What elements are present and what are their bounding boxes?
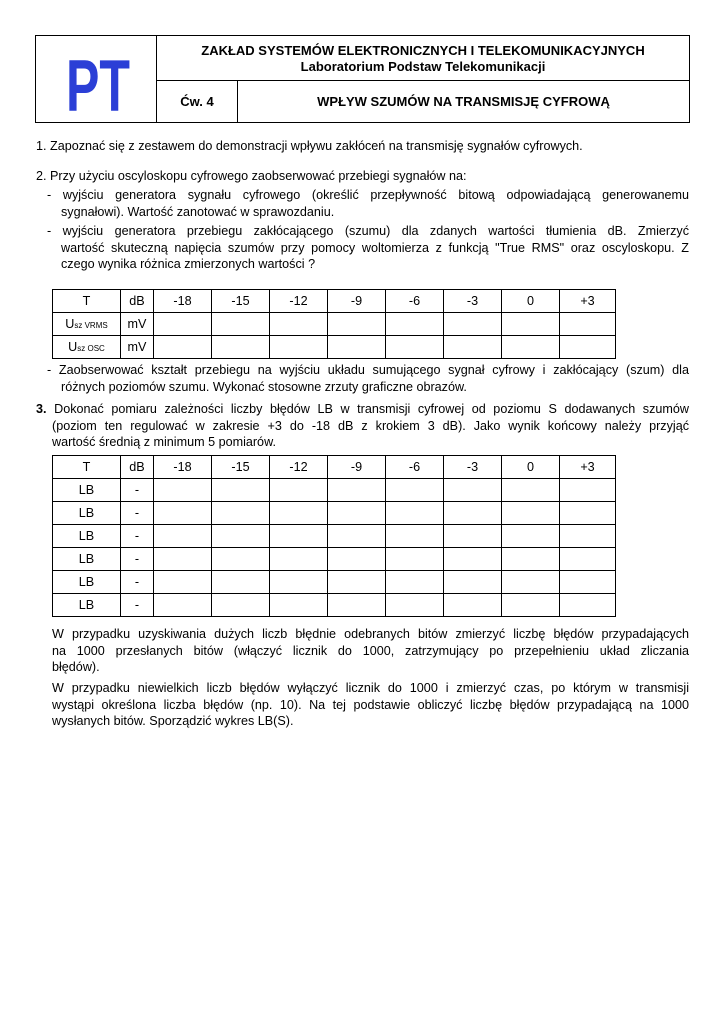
value-cell[interactable]: [502, 571, 560, 594]
value-cell[interactable]: [560, 594, 616, 617]
value-cell[interactable]: [328, 548, 386, 571]
table-row: [53, 525, 616, 548]
item-2-bullet-2: [47, 223, 689, 240]
table-row: [53, 502, 616, 525]
item-2-bullet-2-line-2: wartość skuteczną napięcia szumów przy pomocy woltomierza z funkcją "True RMS" oraz oscyloskopu. Z: [61, 240, 689, 255]
item-2-bullet-2-cont: [61, 240, 689, 257]
value-cell[interactable]: [444, 594, 502, 617]
item-3-line-1-text: Dokonać pomiaru zależności liczby błędów LB w transmisji cyfrowej od poziomu S dodawanych szumów: [46, 402, 689, 416]
row-label: LB: [53, 594, 121, 617]
table-row: [53, 548, 616, 571]
value-cell[interactable]: [444, 571, 502, 594]
institution-name: ZAKŁAD SYSTEMÓW ELEKTRONICZNYCH I TELEKOMUNIKACYJNYCH: [201, 43, 645, 58]
row-label: LB: [53, 548, 121, 571]
item-2-bullet-2-line-3: czego wynika różnica zmierzonych wartości ?: [61, 257, 316, 271]
header-cell: dB: [121, 456, 154, 479]
paragraph-1-line-2: na 1000 przesłanych bitów (włączyć licznik do 1000, zatrzymujący po przepełnieniu układ zliczania: [52, 643, 689, 658]
header-cell: -9: [328, 456, 386, 479]
value-cell[interactable]: [328, 571, 386, 594]
value-cell[interactable]: [502, 336, 560, 359]
row-label-main: U: [68, 340, 78, 354]
unit-cell: -: [121, 548, 154, 571]
value-cell[interactable]: [212, 479, 270, 502]
item-2-bullet-3-line-1: - Zaobserwować kształt przebiegu na wyjściu układu sumującego sygnał cyfrowy i zakłócający (szum) dla: [47, 363, 689, 377]
logo-cell: [36, 36, 157, 127]
value-cell[interactable]: [270, 479, 328, 502]
value-cell[interactable]: [444, 336, 502, 359]
unit-cell: -: [121, 502, 154, 525]
header-cell: T: [53, 290, 121, 313]
exercise-number: Ćw. 4: [157, 81, 238, 122]
value-cell[interactable]: [386, 313, 444, 336]
item-3-line-1: [36, 401, 689, 418]
row-label-sub: sz VRMS: [74, 321, 108, 330]
value-cell[interactable]: [560, 336, 616, 359]
value-cell[interactable]: [270, 336, 328, 359]
value-cell[interactable]: [502, 548, 560, 571]
document-header: [35, 35, 690, 127]
row-label-main: U: [65, 317, 75, 331]
item-3-cont: [52, 418, 689, 435]
paragraph-2-line-1: W przypadku niewielkich liczb błędów wyłączyć licznik do 1000 i zmierzyć czas, po którym w transmisji: [52, 681, 689, 695]
value-cell[interactable]: [560, 479, 616, 502]
row-label-sub: sz OSC: [77, 344, 105, 353]
exercise-title: WPŁYW SZUMÓW NA TRANSMISJĘ CYFROWĄ: [317, 94, 610, 109]
item-3: [36, 401, 689, 418]
row-label: LB: [53, 571, 121, 594]
value-cell[interactable]: [270, 502, 328, 525]
unit-cell: mV: [121, 313, 154, 336]
paragraph-1-line-3: błędów).: [52, 660, 100, 674]
header-cell: -15: [212, 456, 270, 479]
value-cell[interactable]: [270, 571, 328, 594]
value-cell[interactable]: [270, 548, 328, 571]
table-2-header-row: [53, 456, 616, 479]
item-2-bullet-3-line-2: różnych poziomów szumu. Wykonać stosowne zrzuty graficzne obrazów.: [61, 379, 467, 394]
value-cell[interactable]: [386, 548, 444, 571]
value-cell[interactable]: [270, 313, 328, 336]
value-cell[interactable]: [328, 502, 386, 525]
value-cell[interactable]: [444, 525, 502, 548]
row-label: [53, 313, 121, 336]
header-institution-cell: [157, 36, 689, 81]
value-cell[interactable]: [328, 479, 386, 502]
value-cell[interactable]: [154, 571, 212, 594]
row-label: LB: [53, 479, 121, 502]
value-cell[interactable]: [502, 313, 560, 336]
value-cell[interactable]: [270, 525, 328, 548]
value-cell[interactable]: [154, 548, 212, 571]
value-cell[interactable]: [502, 594, 560, 617]
value-cell[interactable]: [560, 571, 616, 594]
value-cell[interactable]: [502, 502, 560, 525]
unit-cell: mV: [121, 336, 154, 359]
value-cell[interactable]: [212, 313, 270, 336]
value-cell[interactable]: [502, 525, 560, 548]
value-cell[interactable]: [328, 525, 386, 548]
header-cell: +3: [560, 290, 616, 313]
value-cell[interactable]: [154, 479, 212, 502]
header-cell: -9: [328, 290, 386, 313]
unit-cell: -: [121, 525, 154, 548]
header-cell: -18: [154, 456, 212, 479]
table-1-row-osc: [53, 336, 616, 359]
value-cell[interactable]: [560, 502, 616, 525]
value-cell[interactable]: [386, 502, 444, 525]
value-cell[interactable]: [328, 313, 386, 336]
item-1: 1. Zapoznać się z zestawem do demonstracji wpływu zakłóceń na transmisję sygnałów cyfrowych.: [36, 139, 583, 153]
table-row: [53, 594, 616, 617]
paragraph-small-errors: [52, 680, 689, 713]
header-cell: -12: [270, 290, 328, 313]
value-cell[interactable]: [154, 336, 212, 359]
table-1-row-vrms: [53, 313, 616, 336]
table-1-header-row: [53, 290, 616, 313]
value-cell[interactable]: [154, 502, 212, 525]
value-cell[interactable]: [502, 479, 560, 502]
item-2-bullet-1-line-1: - wyjściu generatora sygnału cyfrowego (określić przepływność bitową odpowiadającą generowanemu: [47, 188, 689, 202]
item-2-intro: 2. Przy użyciu oscyloskopu cyfrowego zaobserwować przebiegi sygnałów na:: [36, 169, 467, 183]
item-3-line-3: wartość średnią z minimum 5 pomiarów.: [52, 435, 276, 449]
header-cell: -18: [154, 290, 212, 313]
header-cell: 0: [502, 290, 560, 313]
pt-logo-text: PT: [66, 44, 130, 127]
row-label: [53, 336, 121, 359]
value-cell[interactable]: [212, 594, 270, 617]
paragraph-2-line-3: wysłanych bitów. Sporządzić wykres LB(S).: [52, 714, 294, 728]
header-cell: -3: [444, 456, 502, 479]
value-cell[interactable]: [212, 525, 270, 548]
value-cell[interactable]: [154, 313, 212, 336]
value-cell[interactable]: [560, 525, 616, 548]
value-cell[interactable]: [560, 548, 616, 571]
pt-logo-icon: [64, 44, 132, 127]
value-cell[interactable]: [212, 571, 270, 594]
value-cell[interactable]: [444, 313, 502, 336]
noise-measurement-table: [52, 289, 616, 359]
value-cell[interactable]: [154, 525, 212, 548]
header-cell: -6: [386, 456, 444, 479]
item-2-bullet-1-line-2: sygnałowi). Wartość zanotować w sprawozdaniu.: [61, 204, 335, 219]
value-cell[interactable]: [386, 479, 444, 502]
unit-cell: -: [121, 594, 154, 617]
value-cell[interactable]: [444, 502, 502, 525]
value-cell[interactable]: [386, 525, 444, 548]
header-cell: +3: [560, 456, 616, 479]
paragraph-2-line-2: wystąpi określona liczba błędów (np. 10). Na tej podstawie obliczyć liczbę błędów przypadającą na 1000: [52, 697, 689, 712]
value-cell[interactable]: [386, 336, 444, 359]
header-cell: T: [53, 456, 121, 479]
item-2-bullet-1: [47, 187, 689, 204]
value-cell[interactable]: [444, 479, 502, 502]
value-cell[interactable]: [212, 502, 270, 525]
unit-cell: -: [121, 571, 154, 594]
item-2-bullet-2-line-1: - wyjściu generatora przebiegu zakłócającego (szumu) dla zdanych wartości tłumienia dB. Zmierzyć: [47, 224, 689, 238]
header-cell: -3: [444, 290, 502, 313]
table-row: [53, 571, 616, 594]
value-cell[interactable]: [154, 594, 212, 617]
error-count-table: [52, 455, 616, 617]
paragraph-1-line-1: W przypadku uzyskiwania dużych liczb błędnie odebranych bitów zmierzyć liczbę błędów przypadających: [52, 627, 689, 641]
item-2-bullet-3: [47, 362, 689, 379]
value-cell[interactable]: [212, 548, 270, 571]
header-cell: -15: [212, 290, 270, 313]
row-label: LB: [53, 502, 121, 525]
paragraph-large-errors: [52, 626, 689, 659]
value-cell[interactable]: [270, 594, 328, 617]
value-cell[interactable]: [212, 336, 270, 359]
value-cell[interactable]: [328, 336, 386, 359]
header-cell: -12: [270, 456, 328, 479]
header-cell: 0: [502, 456, 560, 479]
row-label: LB: [53, 525, 121, 548]
item-3-line-2: (poziom ten regulować w zakresie +3 do -18 dB z krokiem 3 dB). Jako wynik końcowy należy przyjąć: [52, 418, 689, 433]
value-cell[interactable]: [560, 313, 616, 336]
unit-cell: -: [121, 479, 154, 502]
value-cell[interactable]: [386, 571, 444, 594]
lab-name: Laboratorium Podstaw Telekomunikacji: [300, 59, 546, 74]
table-row: [53, 479, 616, 502]
value-cell[interactable]: [328, 594, 386, 617]
value-cell[interactable]: [386, 594, 444, 617]
item-3-number: 3.: [36, 402, 47, 416]
header-cell: dB: [121, 290, 154, 313]
value-cell[interactable]: [444, 548, 502, 571]
header-cell: -6: [386, 290, 444, 313]
